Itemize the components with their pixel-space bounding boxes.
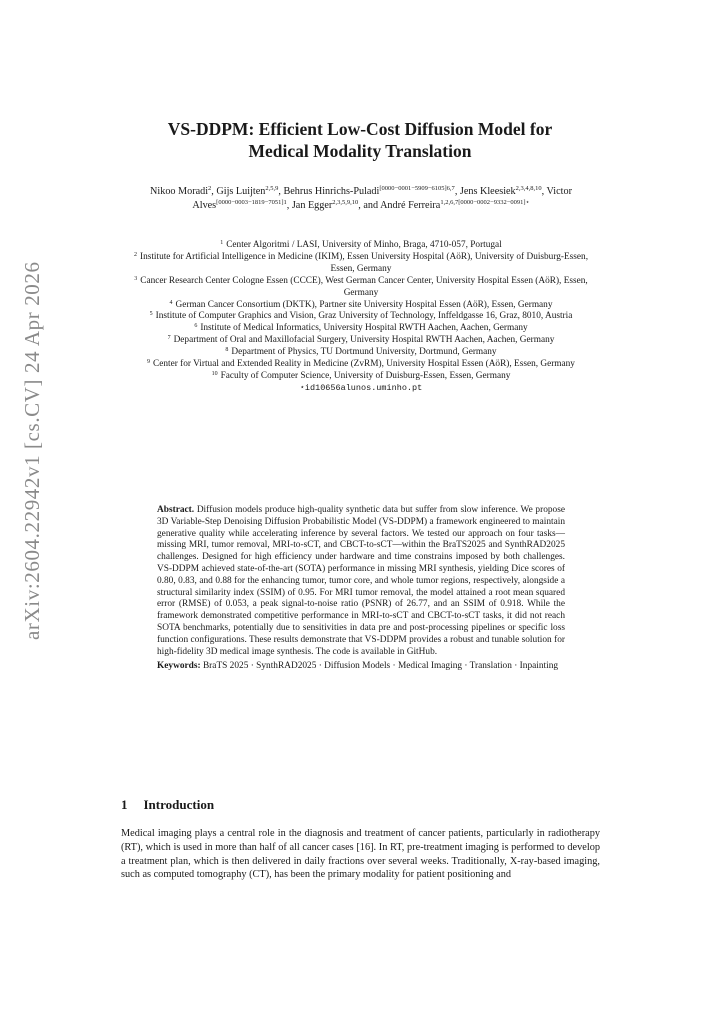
affiliation-number: 3 [134, 275, 138, 282]
abstract-text: Diffusion models produce high-quality synthetic data but suffer from slow inference. We propose 3D Variable-Step Denoising Diffusion Probabilistic Model (VS-DDPM) a framework engineered to maintain generative quality while accelerating inference by several factors. We tested our approach on four tasks—missing MRI, tumor removal, MRI-to-sCT, and CBCT-to-sCT—within the BraTS2025 and SynthRAD2025 challenges. Designed for high efficiency under hardware and time constrains imposed by both challenges. VS-DDPM achieved state-of-the-art (SOTA) performance in missing MRI synthesis, yielding Dice scores of 0.80, 0.83, and 0.88 for the enhancing tumor, tumor core, and whole tumor regions, respectively, alongside a structural similarity index (SSIM) of 0.95. For MRI tumor removal, the model attained a root mean squared error (RMSE) of 0.053, a peak signal-to-noise ratio (PSNR) of 26.77, and an SSIM of 0.918. While the framework demonstrated competitive performance in MRI-to-sCT and CBCT-to-sCT tasks, it did not reach SOTA benchmarks, potentially due to sensitivities in data pre and post-processing pipelines or specific loss function configurations. These results demonstrate that VS-DDPM provides a robust and tunable solution for high-fidelity 3D medical image synthesis. The code is available in GitHub. [157, 505, 565, 657]
paper-title [110, 118, 610, 162]
affiliation [126, 252, 596, 276]
author-name: , Gijs Luijten [211, 186, 266, 197]
affiliation-number: 1 [220, 240, 224, 246]
section-heading [121, 797, 214, 813]
introduction-paragraph: Medical imaging plays a central role in the diagnosis and treatment of cancer patients, particularly in radiotherapy (RT), which is used in more than half of all cancer cases [16]. In RT, pre-treatment imaging is performed to develop a treatment plan, which is then delivered in daily fractions over several weeks. Traditionally, X-ray-based imaging, such as computed tomography (CT), has been the primary modality for patient positioning and [121, 828, 600, 881]
keywords [157, 661, 565, 673]
affiliation-number: 2 [133, 251, 137, 258]
affiliation-text: Center for Virtual and Extended Reality in Medicine (ZvRM), University Hospital Essen (AöR), Essen, Germany [153, 359, 575, 370]
affiliation [126, 335, 596, 347]
affiliation [126, 359, 596, 371]
keywords-label: Keywords: [157, 661, 201, 671]
author-name: , Victor Alves [192, 186, 572, 211]
affiliation-number: 10 [211, 370, 218, 377]
affiliation-text: Department of Physics, TU Dortmund University, Dortmund, Germany [231, 347, 497, 358]
author-name: , Jens Kleesiek [454, 186, 516, 197]
author-affil-mark: [0000−0003−1819−7051]1 [216, 198, 287, 206]
section-number: 1 [121, 797, 128, 812]
affiliation-list [126, 240, 596, 395]
abstract-label: Abstract. [157, 505, 195, 515]
author-affil-mark: 1,2,6,7[0000−0002−9332−0091]⋆ [440, 198, 530, 206]
affiliation-text: Center Algoritmi / LASI, University of Minho, Braga, 4710-057, Portugal [226, 240, 502, 250]
corresponding-email: ⋆id10656alunos.uminho.pt [299, 382, 423, 393]
affiliation-text: Institute of Medical Informatics, University Hospital RWTH Aachen, Aachen, Germany [200, 323, 528, 334]
abstract [157, 505, 565, 658]
affiliation-text: Faculty of Computer Science, University of Duisburg-Essen, Essen, Germany [220, 370, 511, 381]
title-line-1: VS-DDPM: Efficient Low-Cost Diffusion Model for [167, 119, 553, 139]
affiliation [126, 323, 596, 335]
affiliation-text: German Cancer Consortium (DKTK), Partner site University Hospital Essen (AöR), Essen, Germany [175, 299, 553, 310]
author-name: Nikoo Moradi [150, 186, 209, 197]
affiliation-text: Department of Oral and Maxillofacial Surgery, University Hospital RWTH Aachen, Aachen, Germany [173, 335, 555, 346]
author-list [126, 185, 596, 212]
affiliation-number: 6 [194, 323, 198, 330]
affiliation-number: 4 [169, 299, 173, 306]
section-title: Introduction [143, 797, 215, 812]
author-affil-mark: [0000−0001−5909−6105]6,7 [379, 185, 455, 192]
keywords-text: BraTS 2025 · SynthRAD2025 · Diffusion Models · Medical Imaging · Translation · Inpainting [202, 661, 559, 671]
affiliation-text: Cancer Research Center Cologne Essen (CCCE), West German Cancer Center, University Hospital Essen (AöR), Essen, Germany [140, 275, 588, 298]
affiliation [126, 276, 596, 300]
affiliation-number: 5 [149, 311, 153, 318]
affiliation-text: Institute of Computer Graphics and Vision, Graz University of Technology, Inffeldgasse 16, Graz, 8010, Austria [155, 311, 573, 322]
affiliation [126, 347, 596, 359]
affiliation-number: 9 [147, 359, 151, 366]
author-affil-mark: 2,5,9 [265, 185, 279, 192]
author-name: , and André Ferreira [358, 199, 441, 211]
author-affil-mark: 2 [208, 185, 212, 192]
affiliation [126, 311, 596, 323]
author-affil-mark: 2,3,4,8,10 [515, 185, 542, 192]
affiliation [126, 240, 596, 252]
author-name: , Behrus Hinrichs-Puladi [278, 186, 380, 197]
affiliation-number: 8 [225, 347, 229, 354]
author-affil-mark: 2,3,5,9,10 [332, 198, 359, 206]
affiliation-text: Institute for Artificial Intelligence in Medicine (IKIM), Essen University Hospital (AöR), University of Duisburg-Essen, Essen, Germany [139, 251, 589, 274]
affiliation-number: 7 [167, 335, 171, 342]
affiliation [126, 371, 596, 383]
affiliation [126, 300, 596, 312]
author-name: , Jan Egger [286, 199, 333, 211]
title-line-2: Medical Modality Translation [248, 141, 472, 161]
arxiv-identifier-stamp: arXiv:2604.22942v1 [cs.CV] 24 Apr 2026 [20, 261, 44, 640]
